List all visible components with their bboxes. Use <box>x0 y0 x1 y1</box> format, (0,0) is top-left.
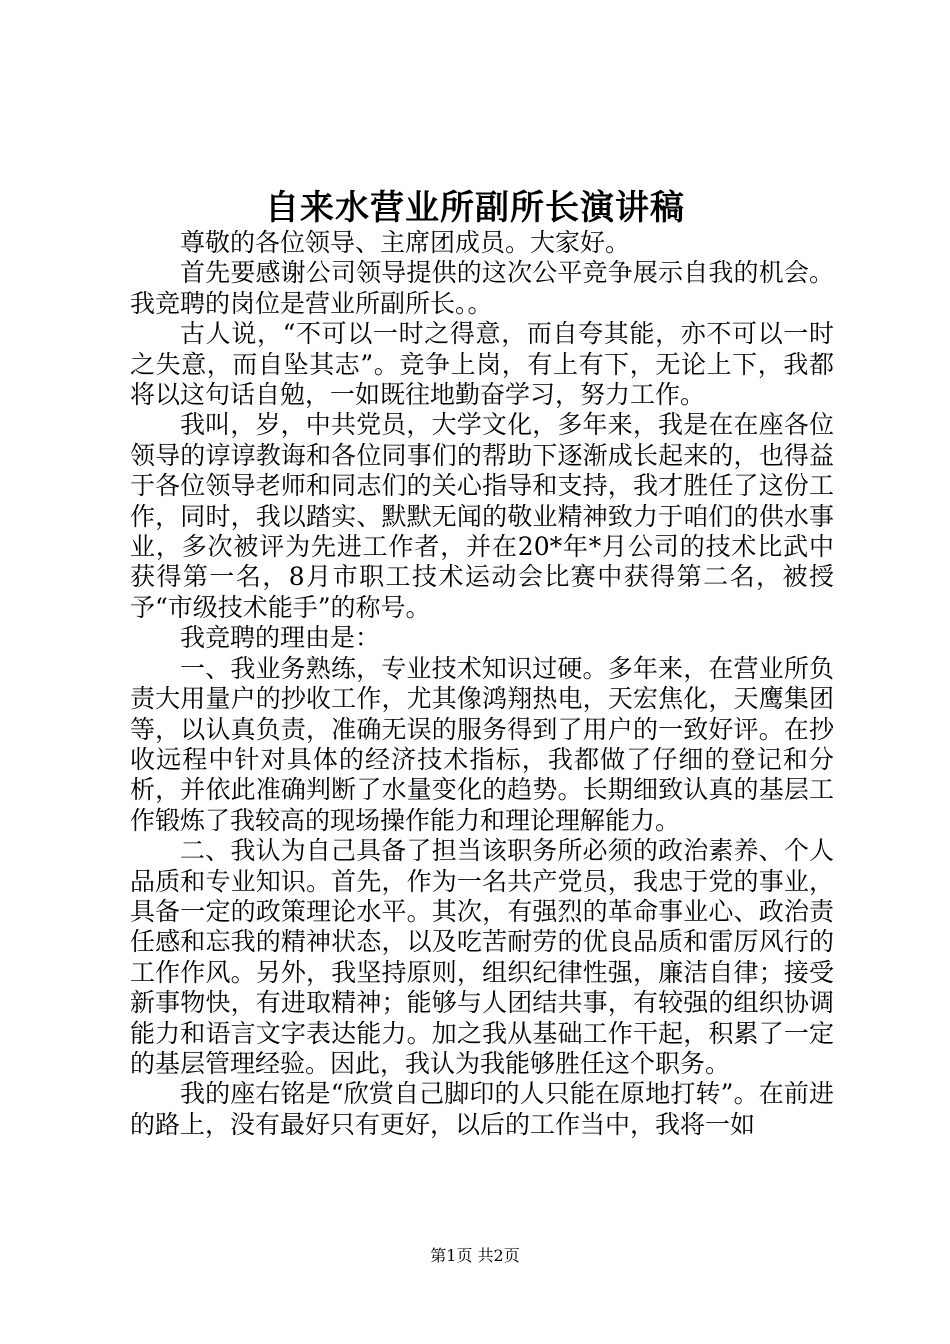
paragraph-greeting: 尊敬的各位领导、主席团成员。大家好。 <box>180 228 631 257</box>
page-footer: 第1页 共2页 <box>430 1246 520 1265</box>
document-title: 自来水营业所副所长演讲稿 <box>265 188 685 228</box>
paragraph-introduction: 我叫，岁，中共党员，大学文化，多年来，我是在在座各位领导的谆谆教诲和各位同事们的帮助下逐渐成长起来的，也得益于各位领导老师和同志们的关心指导和支持，我才胜任了这份工作，同时，我以踏实、默默无闻的敬业精神致力于咱们的供水事业，多次被评为先进工作者，并在20*年*月公司的技术比武中获得第一名，8月市职工技术运动会比赛中获得第二名，被授予“市级技术能手”的称号。 <box>130 410 834 622</box>
paragraph-reasons-heading: 我竞聘的理由是： <box>180 623 381 653</box>
paragraph-quote: 古人说，“不可以一时之得意，而自夸其能，亦不可以一时之失意，而自坠其志”。竞争上岗，有上有下，无论上下，我都将以这句话自勉，一如既往地勤奋学习，努力工作。 <box>130 319 834 410</box>
paragraph-motto: 我的座右铭是“欣赏自己脚印的人只能在原地打转”。在前进的路上，没有最好只有更好，以后的工作当中，我将一如 <box>130 1079 834 1139</box>
paragraph-thanks: 首先要感谢公司领导提供的这次公平竞争展示自我的机会。我竞聘的岗位是营业所副所长。。 <box>130 258 834 318</box>
document-body <box>130 228 834 1140</box>
paragraph-reason-two: 二、我认为自己具备了担当该职务所必须的政治素养、个人品质和专业知识。首先，作为一名共产党员，我忠于党的事业，具备一定的政策理论水平。其次，有强烈的革命事业心、政治责任感和忘我的精神状态，以及吃苦耐劳的优良品质和雷厉风行的工作作风。另外，我坚持原则，组织纪律性强，廉洁自律；接受新事物快，有进取精神；能够与人团结共事，有较强的组织协调能力和语言文字表达能力。加之我从基础工作干起，积累了一定的基层管理经验。因此，我认为我能够胜任这个职务。 <box>130 836 834 1078</box>
paragraph-reason-one: 一、我业务熟练，专业技术知识过硬。多年来，在营业所负责大用量户的抄收工作，尤其像鸿翔热电，天宏焦化，天鹰集团等，以认真负责，准确无误的服务得到了用户的一致好评。在抄收远程中针对具体的经济技术指标，我都做了仔细的登记和分析，并依此准确判断了水量变化的趋势。长期细致认真的基层工作锻炼了我较高的现场操作能力和理论理解能力。 <box>130 653 834 835</box>
